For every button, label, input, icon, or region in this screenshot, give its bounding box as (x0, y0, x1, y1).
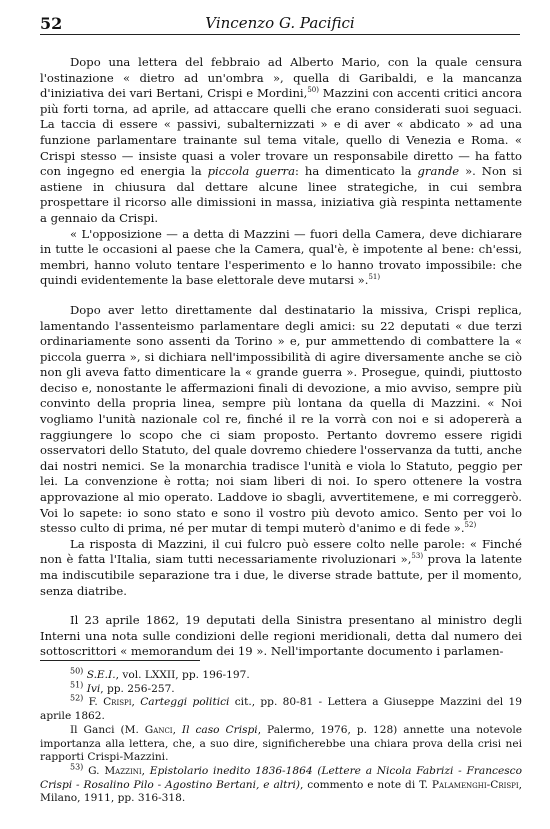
footnote-mark: 53) (70, 762, 84, 772)
footnote-text: G. (88, 764, 105, 777)
footnote-mark: 52) (70, 693, 84, 703)
footnote-text: , Palermo, 1976, p. 128) annette una notevole importanza alla lettera, che, a suo dire, significherebbe una chiara prova della crisi nei rapporti Crispi-Mazzini. (40, 723, 522, 764)
footnote-mark: 51) (70, 680, 84, 690)
footnote-52-note (40, 724, 522, 765)
footnote-mark: 50) (70, 666, 84, 676)
header-rule (40, 34, 520, 35)
page-number: 52 (40, 14, 63, 33)
running-head: Vincenzo G. Pacifici (205, 14, 355, 32)
footnotes (40, 666, 523, 806)
footnote-53 (40, 762, 523, 806)
paragraph-1 (40, 55, 522, 227)
paragraph-2-quote (40, 227, 522, 289)
footnote-ref-52: 52) (464, 521, 477, 530)
footnote-text: cit., pp. 80-81 - Lettera a Giuseppe Mazzini del 19 aprile 1862. (40, 696, 522, 723)
footnote-smallcaps: Mazzini (104, 764, 142, 777)
footnote-ref-51: 51) (368, 273, 381, 282)
footnote-text: , pp. 256-257. (100, 682, 175, 695)
paragraph-4 (40, 537, 522, 599)
footnote-smallcaps: Crispi (103, 696, 132, 709)
paragraph-1-text-cont: Mazzini con accenti critici ancora più forti torna, ad aprile, ad attaccare quelli che erano considerati suoi seguaci. La taccia di essere « passivi, subalternizzati » e di aver « abdicato » ad una funzione parlamentare trainante sul tema vitale, quello di Venezia e Roma. « Crispi stesso — insiste quasi a voler trovare un responsabile diretto — ha fatto con ingegno ed energia la (40, 86, 522, 179)
footnote-text: , (131, 696, 141, 709)
paragraph-4-text: La risposta di Mazzini, il cui fulcro può essere colto nelle parole: « Finché non è fatta l'Italia, siam tutti necessariamente rivoluzionari », (40, 536, 522, 567)
italic-word: grande (417, 164, 460, 179)
footnote-ref-50: 50) (307, 86, 319, 95)
paragraph-1-text: Dopo una lettera del febbraio ad Alberto Mario, con la quale censura l'ostinazione « dietro ad un'ombra », quella di Garibaldi, e la mancanza d'iniziativa dei vari Bertani, Crispi e Mordini, (40, 55, 522, 101)
footnote-51 (40, 680, 522, 697)
footnote-italic: S.E.I. (86, 669, 116, 681)
footnote-text: , commento e note di T. (300, 778, 432, 791)
paragraph-3 (40, 303, 522, 537)
footnote-rule (40, 660, 200, 661)
footnote-text: , Milano, 1911, pp. 316-318. (40, 778, 523, 805)
footnote-italic: Epistolario inedito 1836-1864 (Lettere a Nicola Fabrizi - Francesco Crispi - Rosalino Pilo - Agostino Bertani, e altri) (40, 764, 522, 791)
footnote-text: , vol. LXXII, pp. 196-197. (115, 669, 250, 681)
italic-phrase: piccola guerra (207, 164, 296, 179)
footnote-italic: Carteggi politici (140, 696, 230, 709)
footnote-smallcaps: Palamenghi-Crispi (431, 778, 519, 791)
footnote-text: , (172, 723, 182, 736)
paragraph-1-text-mid: : ha dimenticato la (295, 164, 418, 179)
paragraph-2-text: « L'opposizione — a detta di Mazzini — fuori della Camera, deve dichiarare in tutte le occasioni al paese che la Camera, qual'è, è impotente al bene: ch'essi, membri, hanno voluto tentare l'esperimento e lo hanno trovato impossibile: che quindi evidentemente la base elettorale deve mutarsi ». (40, 226, 522, 288)
footnote-smallcaps: Ganci (144, 723, 173, 736)
footnote-italic: Ivi (86, 682, 101, 695)
footnote-52 (40, 693, 522, 723)
paragraph-1-text-end: ». Non si astiene in chiusura dal dettare alcune linee strategiche, in cui sembra prospettare il ricorso alle dimissioni in massa, iniziativa già respinta nettamente a gennaio da Crispi. (40, 164, 522, 225)
footnote-italic: Il caso Crispi (181, 723, 258, 736)
main-text (40, 55, 522, 660)
paragraph-4-text-cont: prova la latente ma indiscutibile separazione tra i due, le diverse strade battute, per il momento, senza diatribe. (40, 552, 522, 598)
paragraph-5 (40, 613, 522, 660)
page-header (40, 10, 520, 34)
paragraph-5-text: Il 23 aprile 1862, 19 deputati della Sinistra presentano al ministro degli Interni una nota sulle condizioni delle regioni meridionali, detta dal numero dei sottoscrittori « memorandum dei 19 ». Nell'importante documento i parlamen- (40, 613, 522, 659)
footnote-text: Il Ganci (M. (70, 723, 145, 736)
footnote-ref-53: 53) (411, 552, 424, 561)
footnote-text: , (141, 764, 150, 777)
footnote-text: F. (88, 696, 104, 709)
footnote-50 (40, 666, 522, 683)
paragraph-3-text: Dopo aver letto direttamente dal destinatario la missiva, Crispi replica, lamentando l'assenteismo parlamentare degli amici: su 22 deputati « due terzi ordinariamente sono assenti da Torino » e, pur ammettendo di combattere la « piccola guerra », si dichiara nell'impossibilità di agire diversamente anche se ciò non gli aveva fatto dimenticare la « grande guerra ». Prosegue, quindi, piuttosto deciso e, nonostante le affermazioni finali di devozione, a mio avviso, sempre più convinto della propria linea, sempre più lontana da quella di Mazzini. « Noi vogliamo l'unità nazionale col re, finché il re la vorrà con noi e si adopererà a raggiungere lo scopo che ci siam proposto. Pertanto dovremo essere rigidi osservatori dello Statuto, del quale dovremo chiedere l'osservanza da tutti, anche dai nostri nemici. Se la monarchia tradisce l'unità e viola lo Statuto, peggio per lei. La convenzione è rotta; noi siam liberi di noi. Io spero ottenere la vostra approvazione al mio operato. Laddove io sbagli, avvertitemene, e mi correggerò. Voi lo sapete: io sono stato e sono il vostro più devoto amico. Sento per voi lo stesso culto di prima, né per mutar di tempi muterò d'animo e di fede ». (40, 302, 522, 536)
